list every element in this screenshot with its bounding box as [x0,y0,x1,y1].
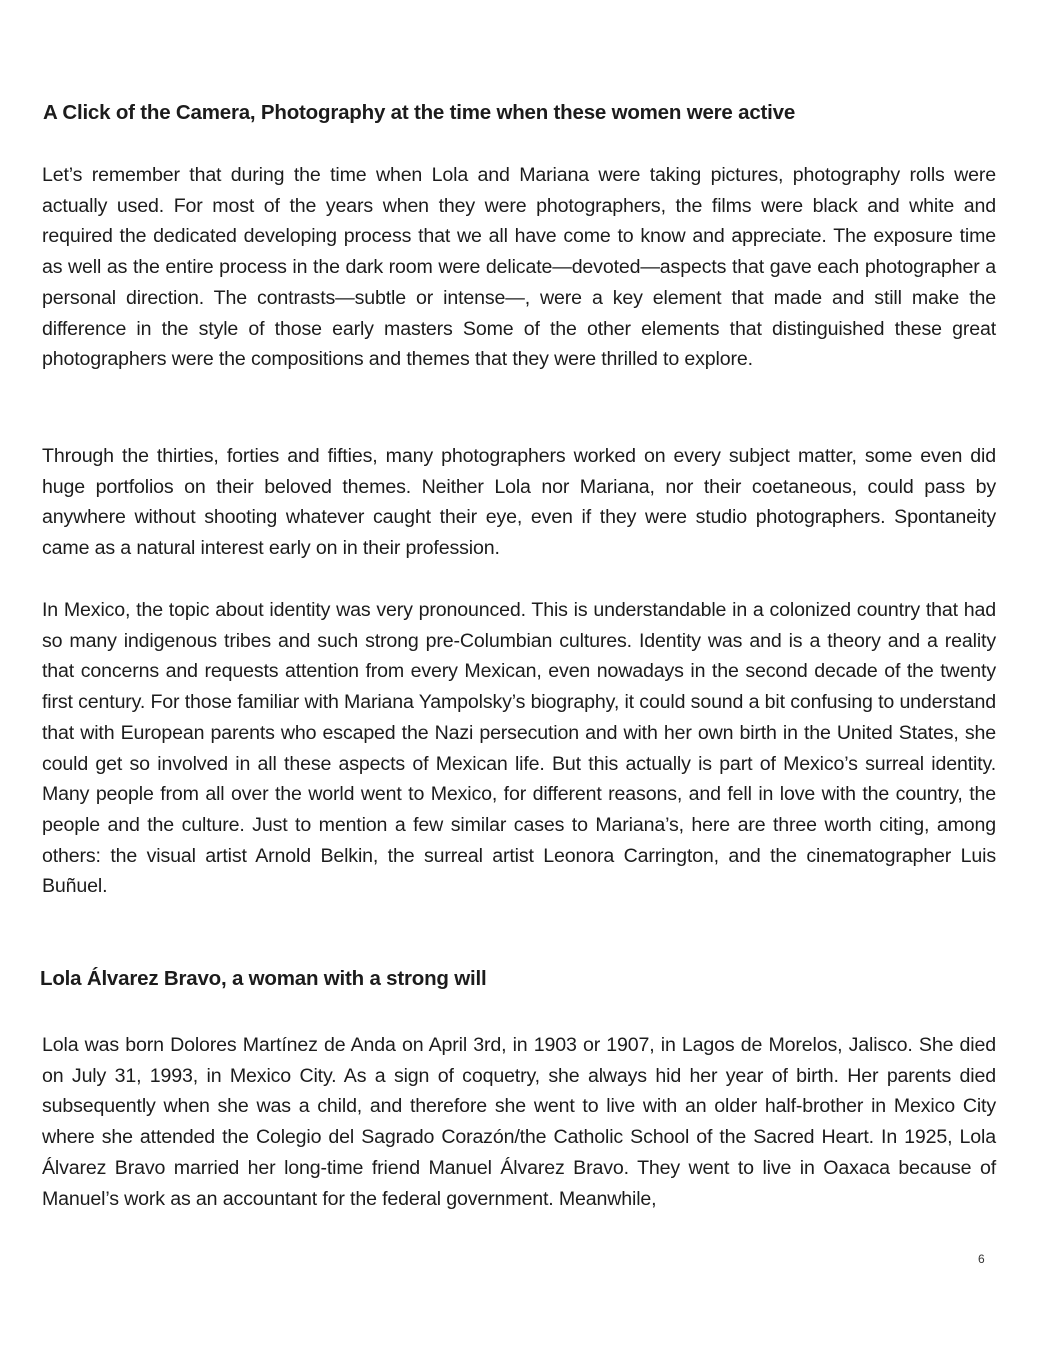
page-number: 6 [978,1252,985,1266]
paragraph: In Mexico, the topic about identity was very pronounced. This is understandable in a colonized country that had so many indigenous tribes and such strong pre-Columbian cultures. Identity was and is a theory and a reality that concerns and requests attention from every Mexican, even nowadays in the second decade of the twenty first century. For those familiar with Mariana Yampolsky’s biography, it could sound a bit confusing to understand that with European parents who escaped the Nazi persecution and with her own birth in the United States, she could get so involved in all these aspects of Mexican life. But this actually is part of Mexico’s surreal identity. Many people from all over the world went to Mexico, for different reasons, and fell in love with the country, the people and the culture. Just to mention a few similar cases to Mariana’s, here are three worth citing, among others: the visual artist Arnold Belkin, the surreal artist Leonora Carrington, and the cinematographer Luis Buñuel. [42,599,996,898]
section-heading-lola-alvarez-bravo: Lola Álvarez Bravo, a woman with a strong will [40,967,487,990]
paragraph: Through the thirties, forties and fifties, many photographers worked on every subject matter, some even did huge portfolios on their beloved themes. Neither Lola nor Mariana, nor their coetaneous, could pass by anywhere without shooting whatever caught their eye, even if they were studio photographers. Spontaneity came as a natural interest early on in their profession. [42,445,996,560]
paragraph: Let’s remember that during the time when Lola and Mariana were taking pictures, photography rolls were actually used. For most of the years when they were photographers, the films were black and white and required the dedicated developing process that we all have come to know and appreciate. The exposure time as well as the entire process in the dark room were delicate—devoted—aspects that gave each photographer a personal direction. The contrasts—subtle or intense—, were a key element that made and still make the difference in the style of those early masters Some of the other elements that distinguished these great photographers were the compositions and themes that they were thrilled to explore. [42,164,996,371]
paragraph: Lola was born Dolores Martínez de Anda on April 3rd, in 1903 or 1907, in Lagos de Morelos, Jalisco. She died on July 31, 1993, in Mexico City. As a sign of coquetry, she always hid her year of birth. Her parents died subsequently when she was a child, and therefore she went to live with an older half-brother in Mexico City where she attended the Colegio del Sagrado Corazón/the Catholic School of the Sacred Heart. In 1925, Lola Álvarez Bravo married her long-time friend Manuel Álvarez Bravo. They went to live in Oaxaca because of Manuel’s work as an accountant for the federal government. Meanwhile, [42,1034,996,1210]
section-heading-photography: A Click of the Camera, Photography at the time when these women were active [43,101,796,124]
